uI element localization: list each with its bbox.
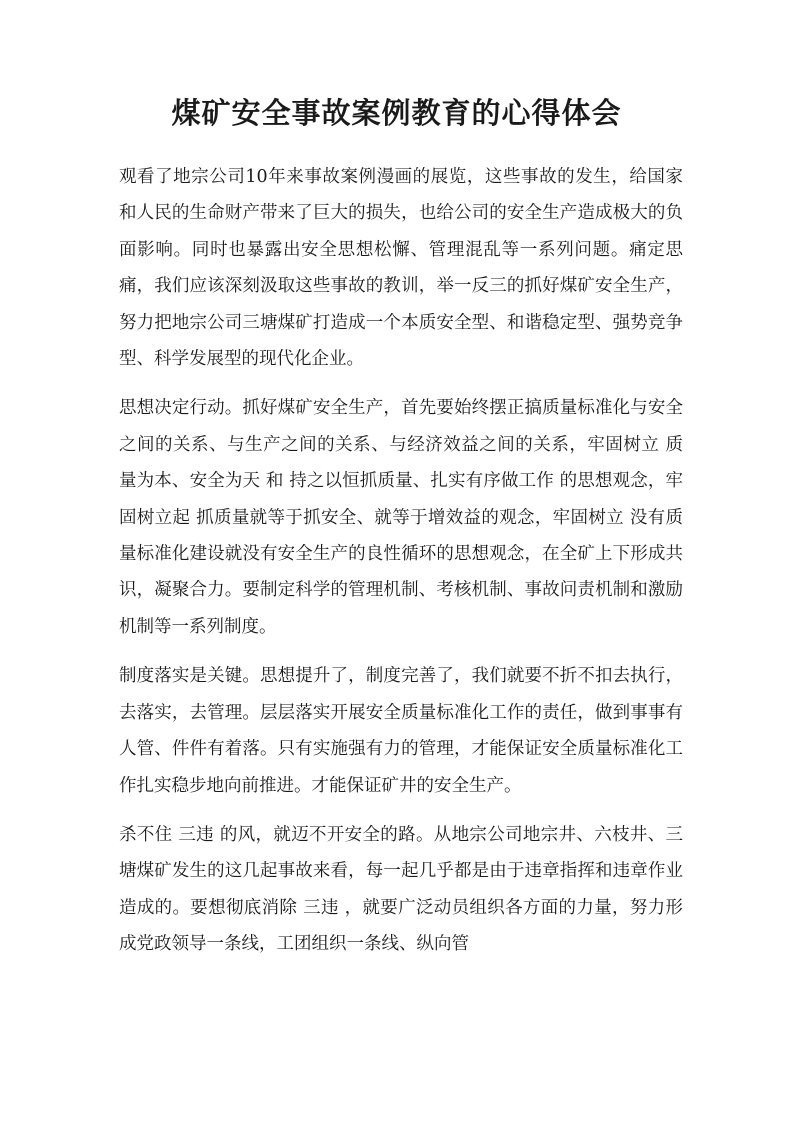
paragraph-1: 观看了地宗公司10年来事故案例漫画的展览，这些事故的发生，给国家和人民的生命财产带来了巨大的损失，也给公司的安全生产造成极大的负面影响。同时也暴露出安全思想松懈、管理混乱等一系列问题。痛定思痛，我们应该深刻汲取这些事故的教训，举一反三的抓好煤矿安全生产，努力把地宗公司三塘煤矿打造成一个本质安全型、和谐稳定型、强势竞争型、科学发展型的现代化企业。 — [119, 167, 683, 370]
document-body — [119, 159, 683, 976]
paragraph-3: 制度落实是关键。思想提升了，制度完善了，我们就要不折不扣去执行，去落实，去管理。层层落实开展安全质量标准化工作的责任，做到事事有人管、件件有着落。只有实施强有力的管理，才能保证安全质量标准化工作扎实稳步地向前推进。才能保证矿井的安全生产。 — [119, 666, 683, 796]
paragraph-4: 杀不住 三违 的风，就迈不开安全的路。从地宗公司地宗井、六枝井、三塘煤矿发生的这几起事故来看，每一起几乎都是由于违章指挥和违章作业造成的。要想彻底消除 三违 ，就要广泛动员组织各方面的力量，努力形成党政领导一条线，工团组织一条线、纵向管 — [119, 824, 683, 955]
paragraph-2: 思想决定行动。抓好煤矿安全生产，首先要始终摆正搞质量标准化与安全之间的关系、与生产之间的关系、与经济效益之间的关系，牢固树立 质量为本、安全为天 和 持之以恒抓质量、扎实有序做工作 的思想观念，牢固树立起 抓质量就等于抓安全、就等于增效益的观念，牢固树立 没有质量标准化建设就没有安全生产的良性循环的思想观念，在全矿上下形成共识，凝聚合力。要制定科学的管理机制、考核机制、事故问责机制和激励机制等一系列制度。 — [119, 398, 683, 637]
document-title: 煤矿安全事故案例教育的心得体会 — [171, 96, 622, 130]
